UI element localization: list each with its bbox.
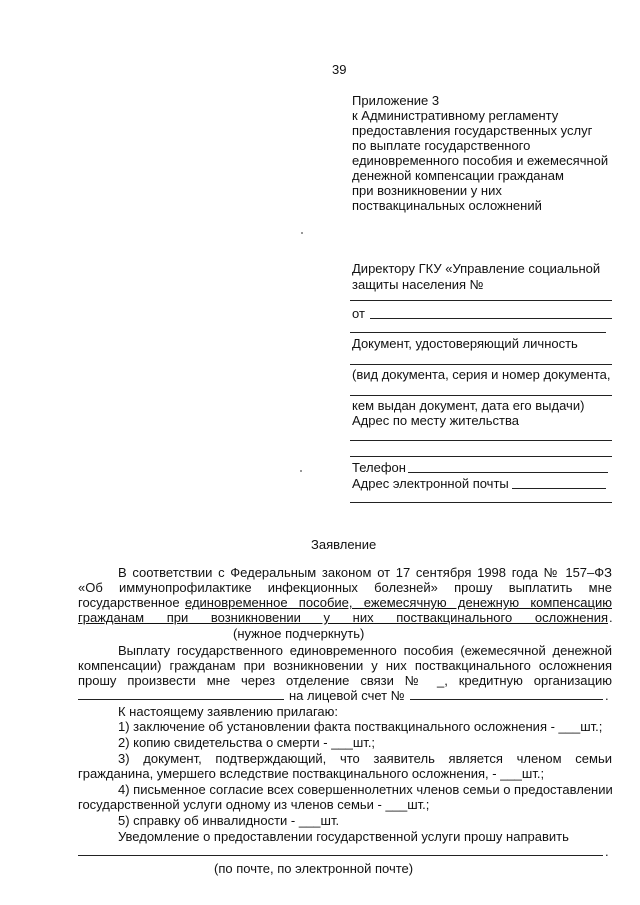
blank-line [350,300,612,301]
from-field-line [370,318,612,319]
blank-line [350,502,612,503]
blank-line [350,364,612,365]
from-label: от [352,306,365,321]
appendix-line: предоставления государственных услуг [352,123,593,138]
appendix-line: к Административному регламенту [352,108,559,123]
paragraph-line: прошу произвести мне через отделение связи № _, кредитную организацию [78,673,612,688]
period: . [605,688,609,703]
delivery-hint: (по почте, по электронной почте) [214,861,414,876]
issued-hint: кем выдан документ, дата его выдачи) [352,398,585,413]
attachment-item: 3) документ, подтверждающий, что заявитель является членом семьи [118,751,612,766]
period: . [605,844,609,859]
phone-label: Телефон [352,460,406,475]
scan-speck [301,232,303,234]
residence-label: Адрес по месту жительства [352,413,519,428]
attachment-item-cont: государственной услуги одному из членов семьи - ___шт.; [78,797,430,812]
phone-field-line [408,472,608,473]
bank-field-line [78,699,284,700]
director-line: Директору ГКУ «Управление социальной [352,261,601,276]
underlined-options: единовременное пособие, ежемесячную денежную компенсацию [185,595,612,610]
period: . [609,610,613,625]
attachment-item: 5) справку об инвалидности - ___шт. [118,813,340,828]
attachment-item: 4) письменное согласие всех совершеннолетних членов семьи о предоставлении [118,782,613,797]
paragraph-text: государственное [78,595,180,610]
blank-line [350,332,606,333]
account-label: на лицевой счет № [289,688,405,703]
blank-line [350,440,612,441]
scan-speck [300,470,302,472]
account-field-line [410,699,603,700]
email-field-line [512,488,606,489]
paragraph-line: Выплату государственного единовременного пособия (ежемесячной денежной [118,643,612,658]
blank-line [350,395,612,396]
attachment-item: 1) заключение об установлении факта поствакцинального осложнения - ___шт.; [118,719,603,734]
attachment-item: 2) копию свидетельства о смерти - ___шт.; [118,735,376,750]
paragraph-line: В соответствии с Федеральным законом от 17 сентября 1998 года № 157–ФЗ [118,565,612,580]
attachments-intro: К настоящему заявлению прилагаю: [118,704,338,719]
notice-text: Уведомление о предоставлении государственной услуги прошу направить [118,829,569,844]
underline-hint: (нужное подчеркнуть) [233,626,365,641]
blank-line [350,456,612,457]
statement-title: Заявление [311,537,377,552]
page-number: 39 [332,62,347,77]
underlined-options: гражданам при возникновении у них поствакцинального осложнения [78,610,608,625]
id-document-hint: (вид документа, серия и номер документа, [352,367,611,382]
email-label: Адрес электронной почты [352,476,509,491]
paragraph-line: компенсации) гражданам при возникновении у них поствакцинального осложнения [78,658,612,673]
appendix-line: при возникновении у них [352,183,502,198]
director-line: защиты населения № [352,277,484,292]
appendix-line: Приложение 3 [352,93,440,108]
appendix-line: денежной компенсации гражданам [352,168,564,183]
attachment-item-cont: гражданина, умершего вследствие поствакцинального осложнения, - ___шт.; [78,766,545,781]
appendix-line: поствакцинальных осложнений [352,198,542,213]
delivery-field-line [78,855,603,856]
appendix-line: единовременного пособия и ежемесячной [352,153,609,168]
paragraph-line: «Об иммунопрофилактике инфекционных болезней» прошу выплатить мне [78,580,612,595]
id-document-label: Документ, удостоверяющий личность [352,336,578,351]
appendix-line: по выплате государственного [352,138,531,153]
